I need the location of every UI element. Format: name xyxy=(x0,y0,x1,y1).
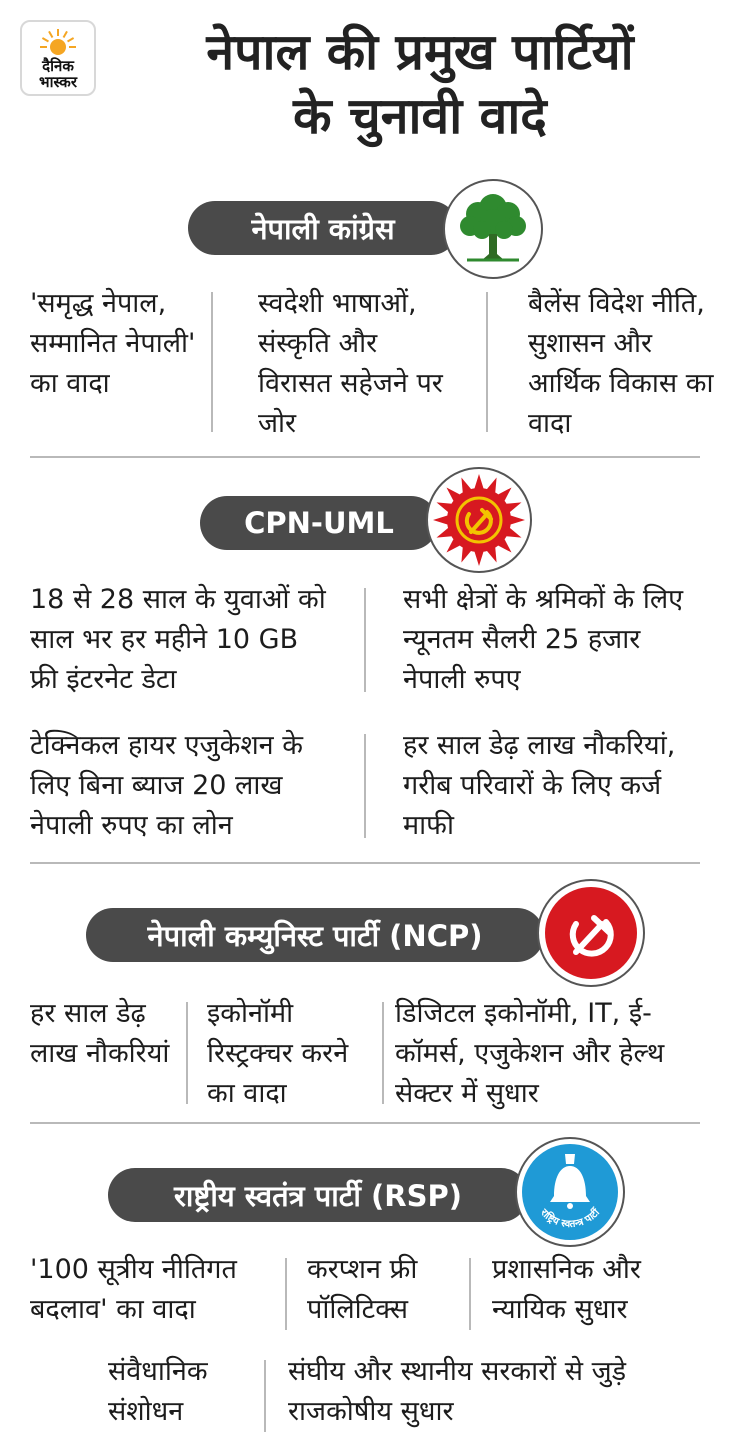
party-name-ncp: नेपाली कम्युनिस्ट पार्टी (NCP) xyxy=(86,908,544,962)
divider xyxy=(469,1258,471,1330)
hammer-sickle-icon xyxy=(536,878,646,988)
title-line1: नेपाल की प्रमुख पार्टियों xyxy=(206,23,634,81)
party-name-nepali-congress: नेपाली कांग्रेस xyxy=(188,201,458,255)
bell-icon xyxy=(514,1136,626,1248)
promise-ncp-1: हर साल डेढ़ लाख नौकरियां xyxy=(30,998,170,1069)
brand-name-line2: भास्कर xyxy=(39,72,77,91)
dainik-bhaskar-logo xyxy=(20,20,96,96)
tree-icon xyxy=(442,178,544,280)
promise-uml-1: 18 से 28 साल के युवाओं को साल भर हर महीने 10 GB फ्री इंटरनेट डेटा xyxy=(30,584,326,695)
promise-rsp-1: '100 सूत्रीय नीतिगत बदलाव' का वादा xyxy=(30,1254,237,1325)
divider xyxy=(486,292,488,432)
sun-hammer-sickle-icon xyxy=(425,466,533,574)
sun-icon xyxy=(36,27,80,57)
promise-uml-3: टेक्निकल हायर एजुकेशन के लिए बिना ब्याज 20 लाख नेपाली रुपए का लोन xyxy=(30,730,303,841)
brand-name-line1: दैनिक xyxy=(42,56,74,75)
promise-nc-3: बैलेंस विदेश नीति, सुशासन और आर्थिक विकास का वादा xyxy=(528,288,714,439)
rsp-logo-text: राष्ट्रिय स्वतन्त्र पार्टी xyxy=(538,1207,602,1231)
promise-rsp-3: प्रशासनिक और न्यायिक सुधार xyxy=(492,1254,641,1325)
promise-nc-2: स्वदेशी भाषाओं, संस्कृति और विरासत सहेजने पर जोर xyxy=(258,288,443,439)
page-title xyxy=(110,20,730,148)
promise-ncp-3: डिजिटल इकोनॉमी, IT, ई-कॉमर्स, एजुकेशन और हेल्थ सेक्टर में सुधार xyxy=(395,998,665,1109)
title-line2: के चुनावी वादे xyxy=(293,87,547,145)
promise-rsp-5: संघीय और स्थानीय सरकारों से जुड़े राजकोषीय सुधार xyxy=(288,1356,627,1427)
divider xyxy=(364,588,366,692)
divider xyxy=(264,1360,266,1432)
party-name-rsp: राष्ट्रीय स्वतंत्र पार्टी (RSP) xyxy=(108,1168,528,1222)
divider xyxy=(382,1002,384,1104)
section-divider xyxy=(30,862,700,864)
promise-nc-1: 'समृद्ध नेपाल, सम्मानित नेपाली' का वादा xyxy=(30,288,196,399)
section-divider xyxy=(30,456,700,458)
divider xyxy=(285,1258,287,1330)
divider xyxy=(364,734,366,838)
party-name-cpn-uml: CPN-UML xyxy=(200,496,438,550)
promise-ncp-2: इकोनॉमी रिस्ट्रक्चर करने का वादा xyxy=(207,998,349,1109)
section-divider xyxy=(30,1122,700,1124)
promise-rsp-2: करप्शन फ्री पॉलिटिक्स xyxy=(307,1254,418,1325)
divider xyxy=(211,292,213,432)
divider xyxy=(186,1002,188,1104)
promise-uml-4: हर साल डेढ़ लाख नौकरियां, गरीब परिवारों के लिए कर्ज माफी xyxy=(403,730,676,841)
promise-rsp-4: संवैधानिक संशोधन xyxy=(108,1356,208,1427)
promise-uml-2: सभी क्षेत्रों के श्रमिकों के लिए न्यूनतम सैलरी 25 हजार नेपाली रुपए xyxy=(403,584,684,695)
